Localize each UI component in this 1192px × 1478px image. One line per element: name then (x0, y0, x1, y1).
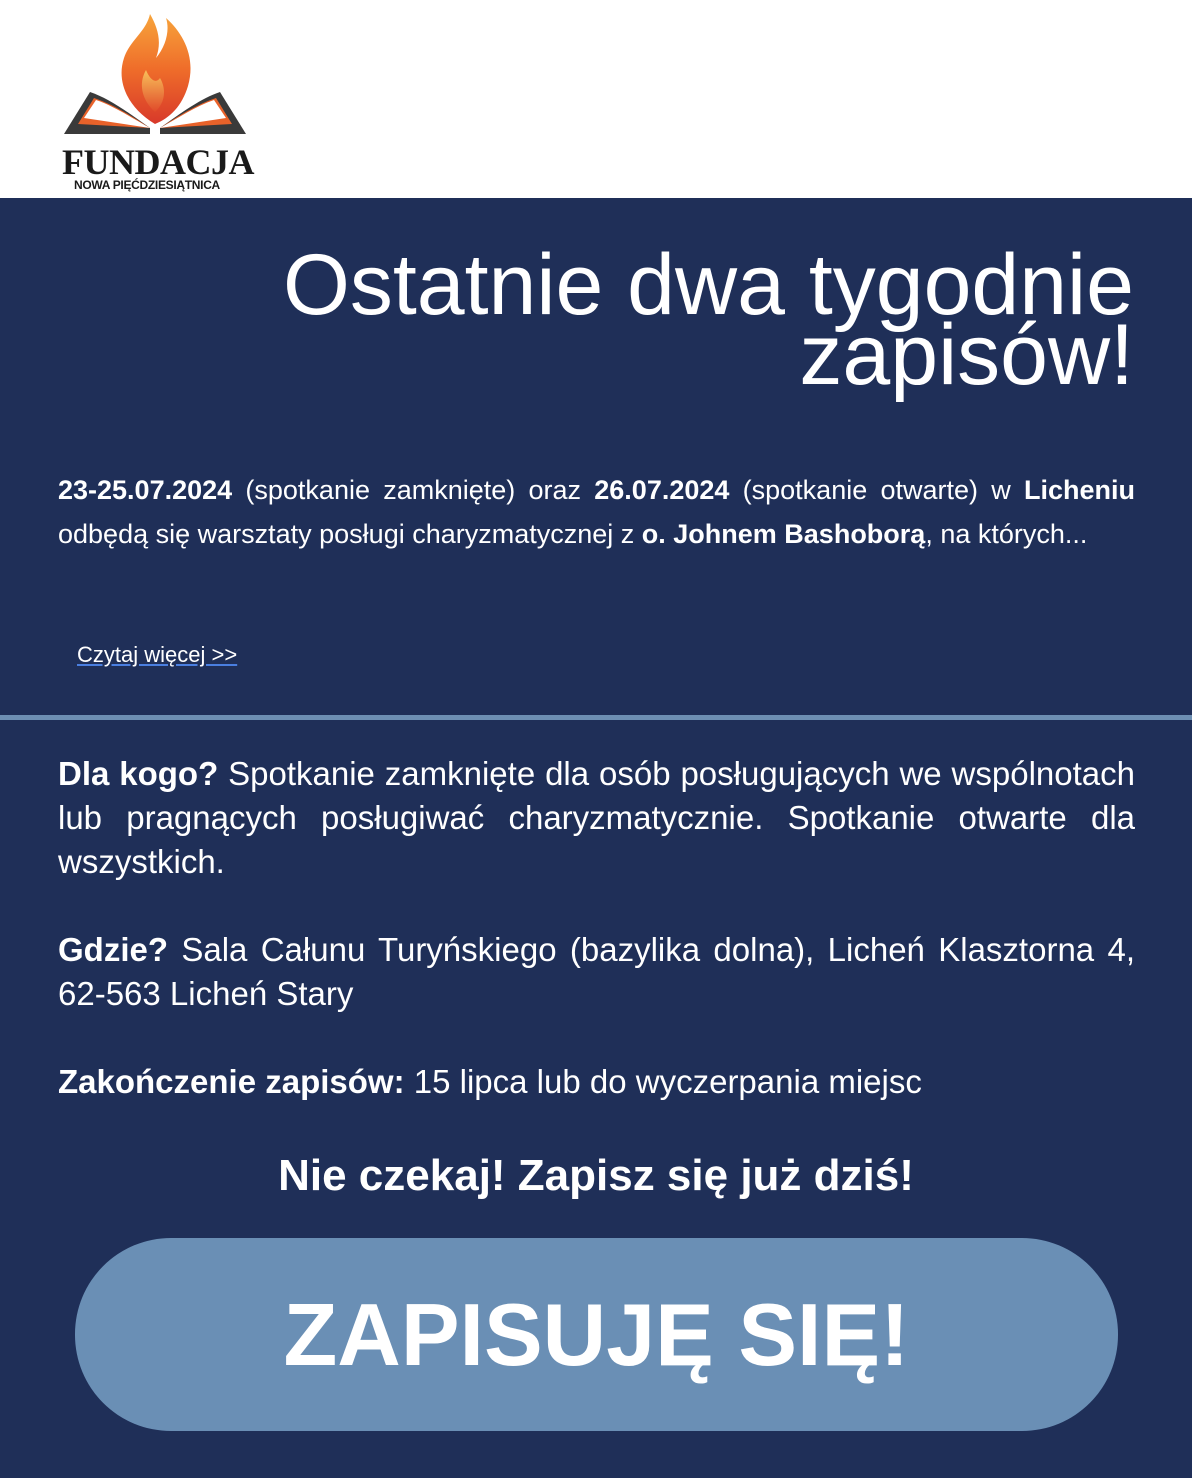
where-section (58, 928, 1135, 1016)
who-section (58, 752, 1135, 884)
deadline-text: 15 lipca lub do wyczerpania miejsc (404, 1063, 922, 1100)
dates-open: 26.07.2024 (594, 475, 730, 505)
fundacja-logo[interactable] (58, 0, 258, 196)
logo-wordmark: FUNDACJA (62, 142, 254, 182)
person-name: o. Johnem Bashoborą (641, 519, 926, 549)
flame-book-icon (58, 0, 258, 145)
call-to-action-text: Nie czekaj! Zapisz się już dziś! (278, 1151, 914, 1200)
who-text: Spotkanie zamknięte dla osób posługujących we wspólnotach lub pragnących posługiwać charyzmatycznie. Spotkanie otwarte dla wszystkich. (58, 755, 1135, 880)
signup-button[interactable] (75, 1238, 1118, 1431)
closed-note: (spotkanie zamknięte) oraz (232, 475, 595, 505)
intro-paragraph (58, 468, 1135, 556)
header (0, 0, 1192, 198)
deadline-section (58, 1060, 1135, 1104)
where-text: Sala Całunu Turyńskiego (bazylika dolna), Licheń Klasztorna 4, 62-563 Licheń Stary (58, 931, 1135, 1012)
open-note: (spotkanie otwarte) w (729, 475, 1024, 505)
main-content (0, 198, 1192, 1478)
section-divider (0, 715, 1192, 720)
deadline-label: Zakończenie zapisów: (58, 1063, 405, 1100)
signup-button-label: ZAPISUJĘ SIĘ! (283, 1284, 910, 1384)
read-more-link[interactable]: Czytaj więcej >> (77, 642, 238, 667)
logo-subtitle: NOWA PIĘĆDZIESIĄTNICA (74, 178, 220, 192)
intro-ending: , na których... (925, 519, 1088, 549)
place-name: Licheniu (1023, 475, 1135, 505)
intro-middle: odbędą się warsztaty posługi charyzmatycznej z (58, 519, 642, 549)
who-label: Dla kogo? (58, 755, 219, 792)
headline-line-1: Ostatnie dwa tygodnie (283, 237, 1134, 333)
dates-closed: 23-25.07.2024 (58, 475, 233, 505)
where-label: Gdzie? (58, 931, 169, 968)
headline-line-2: zapisów! (799, 307, 1134, 403)
headline (134, 237, 1134, 403)
